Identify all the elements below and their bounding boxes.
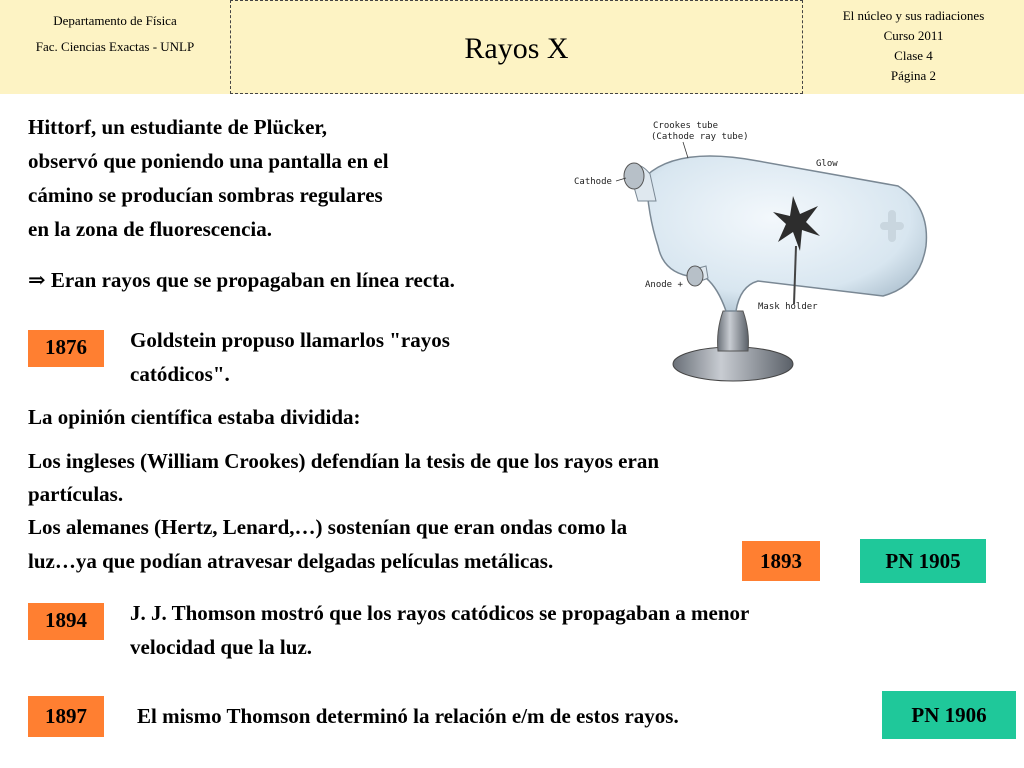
goldstein-line-1: Goldstein propuso llamarlos "rayos — [130, 328, 450, 352]
hittorf-line-1: Hittorf, un estudiante de Plücker, — [28, 115, 328, 139]
course-year: Curso 2011 — [883, 28, 944, 43]
header-course-info — [803, 0, 1024, 94]
header-department — [0, 0, 230, 94]
anode-cap — [687, 266, 703, 286]
faculty-name: Fac. Ciencias Exactas - UNLP — [35, 39, 195, 54]
label-mask-holder: Mask holder — [758, 302, 818, 312]
conclusion-text: ⇒ Eran rayos que se propagaban en línea recta. — [28, 268, 455, 292]
page-title: Rayos X — [464, 32, 569, 65]
thomson-line-2: velocidad que la luz. — [130, 635, 313, 659]
hittorf-line-3: cámino se producían sombras regulares — [28, 183, 383, 207]
label-leader-tube — [683, 142, 688, 158]
hittorf-line-2: observó que poniendo una pantalla en el — [28, 149, 389, 173]
label-glow: Glow — [816, 159, 838, 169]
thomson-line-1: J. J. Thomson mostró que los rayos catódicos se propagaban a menor — [130, 601, 750, 625]
label-cathode: Cathode — [574, 177, 612, 187]
ingleses-line-2: partículas. — [28, 482, 124, 506]
year-badge-1893: 1893 — [742, 541, 820, 581]
label-crookes-tube: Crookes tube — [653, 121, 719, 131]
ingleses-line-1: Los ingleses (William Crookes) defendían la tesis de que los rayos eran — [28, 449, 659, 473]
thomson-em-text: El mismo Thomson determinó la relación e/m de estos rayos. — [137, 704, 679, 728]
label-anode: Anode + — [645, 280, 683, 290]
page-number: Página 2 — [890, 68, 937, 83]
cathode-cap — [624, 163, 644, 189]
crookes-tube-illustration — [568, 106, 938, 398]
stand-base — [673, 347, 793, 381]
course-name: El núcleo y sus radiaciones — [842, 8, 985, 23]
prize-badge-1906: PN 1906 — [882, 691, 1016, 739]
hittorf-line-4: en la zona de fluorescencia. — [28, 217, 273, 241]
year-badge-1894: 1894 — [28, 603, 104, 640]
department-name: Departamento de Física — [53, 13, 177, 28]
alemanes-line-1: Los alemanes (Hertz, Lenard,…) sostenían que eran ondas como la — [28, 515, 628, 539]
prize-badge-1905: PN 1905 — [860, 539, 986, 583]
header-title-box — [230, 0, 803, 94]
alemanes-line-2: luz…ya que podían atravesar delgadas películas metálicas. — [28, 549, 554, 573]
goldstein-line-2: catódicos". — [130, 362, 230, 386]
year-badge-1876: 1876 — [28, 330, 104, 367]
class-number: Clase 4 — [894, 48, 933, 63]
stand-column — [718, 311, 749, 351]
year-badge-1897: 1897 — [28, 696, 104, 737]
label-cathode-ray-tube: (Cathode ray tube) — [651, 132, 749, 142]
opinion-text: La opinión científica estaba dividida: — [28, 405, 361, 429]
